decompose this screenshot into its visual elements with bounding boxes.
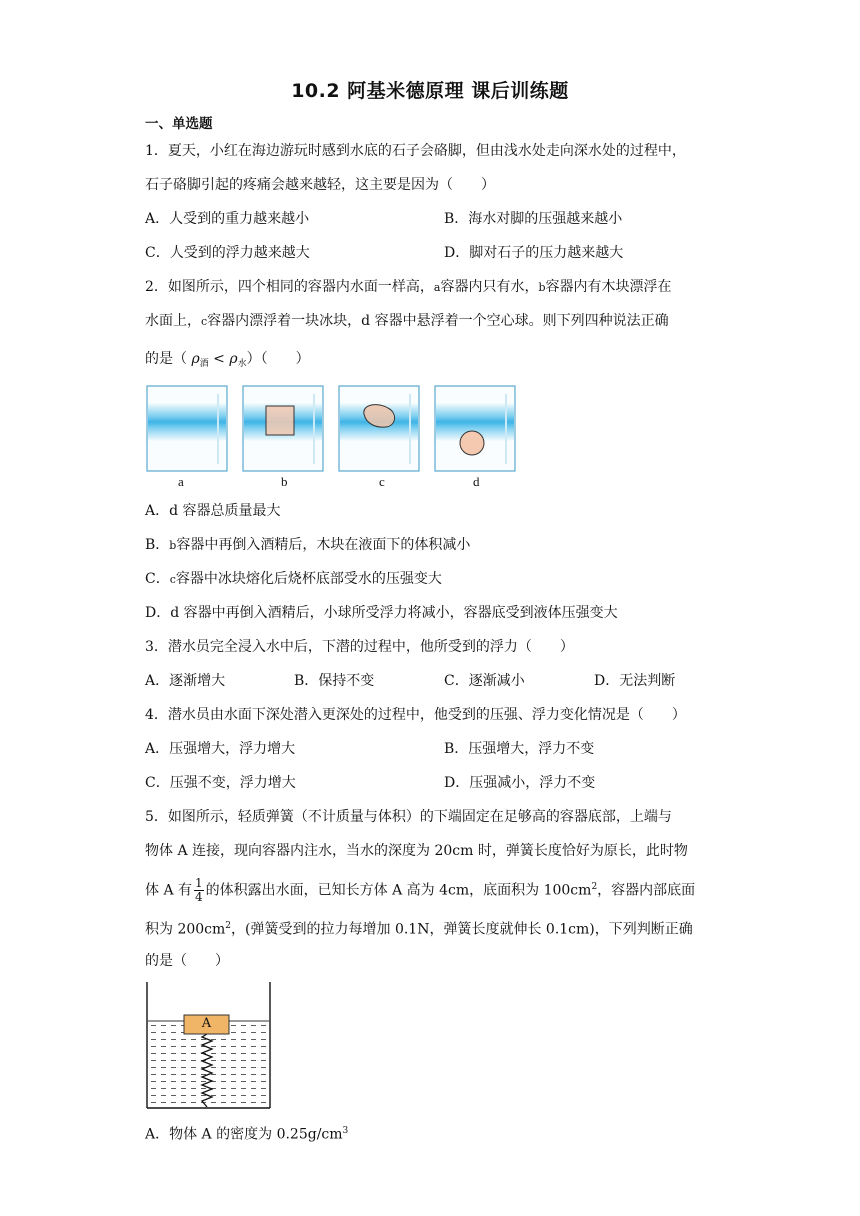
option-text: A．物体 A 的密度为 0.25g/cm (145, 1126, 343, 1143)
page-title: 10.2 阿基米德原理 课后训练题 (291, 80, 569, 102)
q3-option-a: A．逐渐增大 (145, 673, 226, 689)
q1-option-a: A．人受到的重力越来越小 (145, 211, 310, 227)
figure-label-d: d (473, 474, 480, 489)
q5-figure (140, 980, 280, 1112)
q5-text: 积为 200cm (145, 921, 226, 938)
q5-text: 的体积露出水面，已知长方体 A 高为 4cm，底面积为 100cm (205, 882, 592, 899)
q4-option-a: A．压强增大，浮力增大 (145, 741, 296, 757)
q5-line4 (145, 917, 693, 939)
q5-text: ，(弹簧受到的拉力每增加 0.1N，弹簧长度就伸长 0.1cm)，下列判断正确 (231, 921, 693, 938)
q5-line5: 的是（ ） (145, 953, 229, 969)
container-b (243, 386, 323, 471)
container-c (339, 386, 419, 471)
q3-option-d: D．无法判断 (594, 673, 676, 689)
fraction-denominator: 4 (195, 890, 203, 904)
q1-option-d: D．脚对石子的压力越来越大 (444, 245, 624, 261)
q2-text: ）（ ） (246, 351, 310, 367)
figure-label-c: c (379, 474, 385, 489)
superscript: 2 (225, 921, 232, 931)
q5-text: 体 A 有 (145, 882, 193, 899)
q3-option-c: C．逐渐减小 (444, 673, 525, 689)
q3-line1: 3．潜水员完全浸入水中后，下潜的过程中，他所受到的浮力（ ） (145, 639, 574, 655)
q2-text: 容器内有木块漂浮在 (545, 279, 672, 295)
q3-option-b: B．保持不变 (294, 673, 375, 689)
q5-line2: 物体 A 连接，现向容器内注水，当水的深度为 20cm 时，弹簧长度恰好为原长，此时物 (145, 843, 688, 859)
superscript: 2 (591, 881, 598, 892)
section-heading: 一、单选题 (145, 116, 213, 132)
q1-line2: 石子硌脚引起的疼痛会越来越轻，这主要是因为（ ） (145, 177, 495, 193)
q2-label: c (201, 315, 208, 328)
q1-option-c: C．人受到的浮力越来越大 (145, 245, 310, 261)
q5-text: ，容器内部底面 (597, 882, 696, 899)
q2-line3 (145, 350, 310, 373)
rho-subscript: 酒 (199, 359, 209, 369)
q2-label: b (538, 281, 546, 294)
q2-figure (140, 380, 530, 492)
q1-option-b: B．海水对脚的压强越来越小 (444, 211, 623, 227)
figure-label-a: a (178, 474, 184, 489)
rho-symbol: ρ (229, 351, 238, 367)
q5-line3 (145, 877, 695, 904)
superscript: 3 (342, 1126, 349, 1136)
q2-text: 的是（ (145, 351, 187, 367)
option-letter: B． (145, 537, 170, 553)
block-a-label: A (201, 1016, 212, 1031)
q5-option-a (145, 1122, 348, 1144)
q2-label: c (169, 573, 176, 586)
q4-line1: 4．潜水员由水面下深处潜入更深处的过程中，他受到的压强、浮力变化情况是（ ） (145, 707, 686, 723)
q2-option-a: A．d 容器总质量最大 (145, 503, 281, 519)
q2-text: 2．如图所示，四个相同的容器内水面一样高， (145, 279, 434, 295)
q2-option-d: D．d 容器中再倒入酒精后，小球所受浮力将减小，容器底受到液体压强变大 (145, 605, 618, 621)
rho-symbol: ρ (191, 351, 200, 367)
q2-option-b (145, 536, 470, 555)
q2-label: a (433, 281, 441, 294)
container-d (435, 386, 515, 471)
option-letter: C． (145, 571, 170, 587)
q1-line1: 1．夏天，小红在海边游玩时感到水底的石子会硌脚，但由浅水处走向深水处的过程中， (145, 143, 686, 159)
q2-text: 水面上， (145, 313, 201, 329)
less-than: < (208, 351, 230, 367)
q2-text: 容器内只有水， (440, 279, 539, 295)
q5-line1: 5．如图所示，轻质弹簧（不计质量与体积）的下端固定在足够高的容器底部，上端与 (145, 809, 672, 825)
q2-line2 (145, 312, 669, 331)
q4-option-b: B．压强增大，浮力不变 (444, 741, 595, 757)
option-text: 容器中冰块熔化后烧杯底部受水的压强变大 (175, 571, 442, 587)
fraction-numerator: 1 (195, 876, 203, 890)
container-a (147, 386, 227, 471)
rho-subscript: 水 (237, 359, 247, 369)
option-text: 容器中再倒入酒精后，木块在液面下的体积减小 (176, 537, 471, 553)
hollow-ball (460, 431, 484, 455)
figure-label-b: b (281, 474, 288, 489)
q4-option-c: C．压强不变，浮力增大 (145, 775, 296, 791)
fraction (194, 877, 204, 904)
q2-option-c (145, 570, 442, 589)
q2-text: 容器内漂浮着一块冰块，d 容器中悬浮着一个空心球。则下列四种说法正确 (207, 313, 669, 329)
q2-label: b (169, 539, 177, 552)
q2-line1 (145, 278, 672, 297)
wood-block (266, 406, 294, 435)
q4-option-d: D．压强减小，浮力不变 (444, 775, 596, 791)
